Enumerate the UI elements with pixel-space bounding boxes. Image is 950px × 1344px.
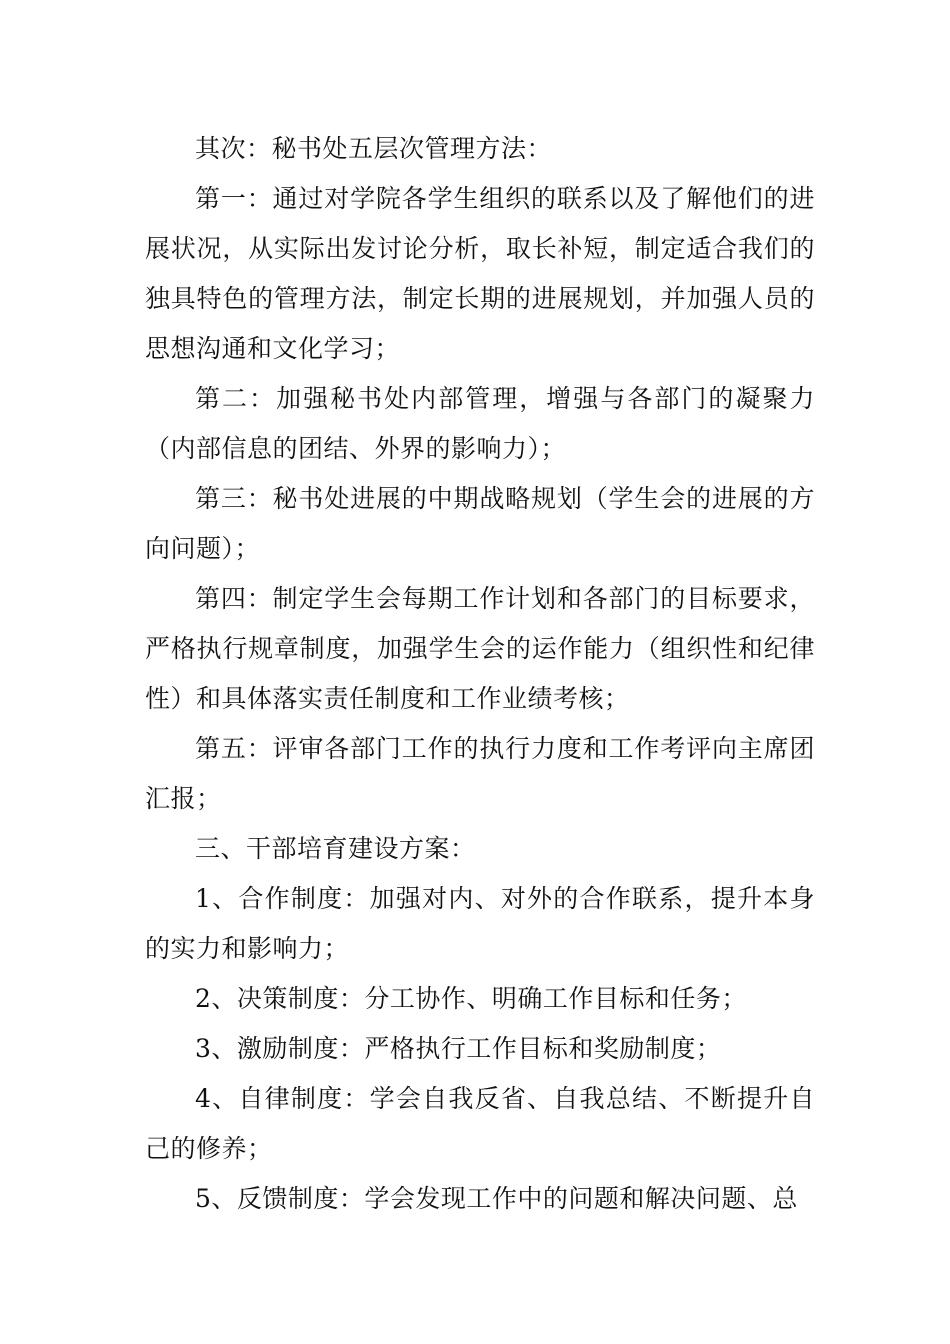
- paragraph-third-point: 第三：秘书处进展的中期战略规划（学生会的进展的方向问题）；: [145, 484, 815, 563]
- list-item-self-discipline-system: 4、自律制度：学会自我反省、自我总结、不断提升自己的修养；: [145, 1084, 815, 1163]
- document-body: [145, 124, 815, 1224]
- list-item-cooperation-system: 1、合作制度：加强对内、对外的合作联系，提升本身的实力和影响力；: [145, 884, 815, 963]
- list-item-feedback-system: 5、反馈制度：学会发现工作中的问题和解决问题、总: [195, 1184, 798, 1213]
- paragraph-first-point: 第一：通过对学院各学生组织的联系以及了解他们的进展状况，从实际出发讨论分析，取长补短，制定适合我们的独具特色的管理方法，制定长期的进展规划，并加强人员的思想沟通和文化学习；: [145, 184, 815, 363]
- list-item-incentive-system: 3、激励制度：严格执行工作目标和奖励制度；: [195, 1034, 722, 1063]
- paragraph-secretariat-five-levels: 其次：秘书处五层次管理方法：: [195, 134, 553, 163]
- paragraph-fourth-point: 第四：制定学生会每期工作计划和各部门的目标要求，严格执行规章制度，加强学生会的运作能力（组织性和纪律性）和具体落实责任制度和工作业绩考核；: [145, 584, 815, 713]
- section-heading-cadre-training: 三、干部培育建设方案：: [195, 834, 476, 863]
- paragraph-fifth-point: 第五：评审各部门工作的执行力度和工作考评向主席团汇报；: [145, 734, 815, 813]
- list-item-decision-system: 2、决策制度：分工协作、明确工作目标和任务；: [195, 984, 747, 1013]
- paragraph-second-point: 第二：加强秘书处内部管理，增强与各部门的凝聚力（内部信息的团结、外界的影响力）；: [145, 384, 815, 463]
